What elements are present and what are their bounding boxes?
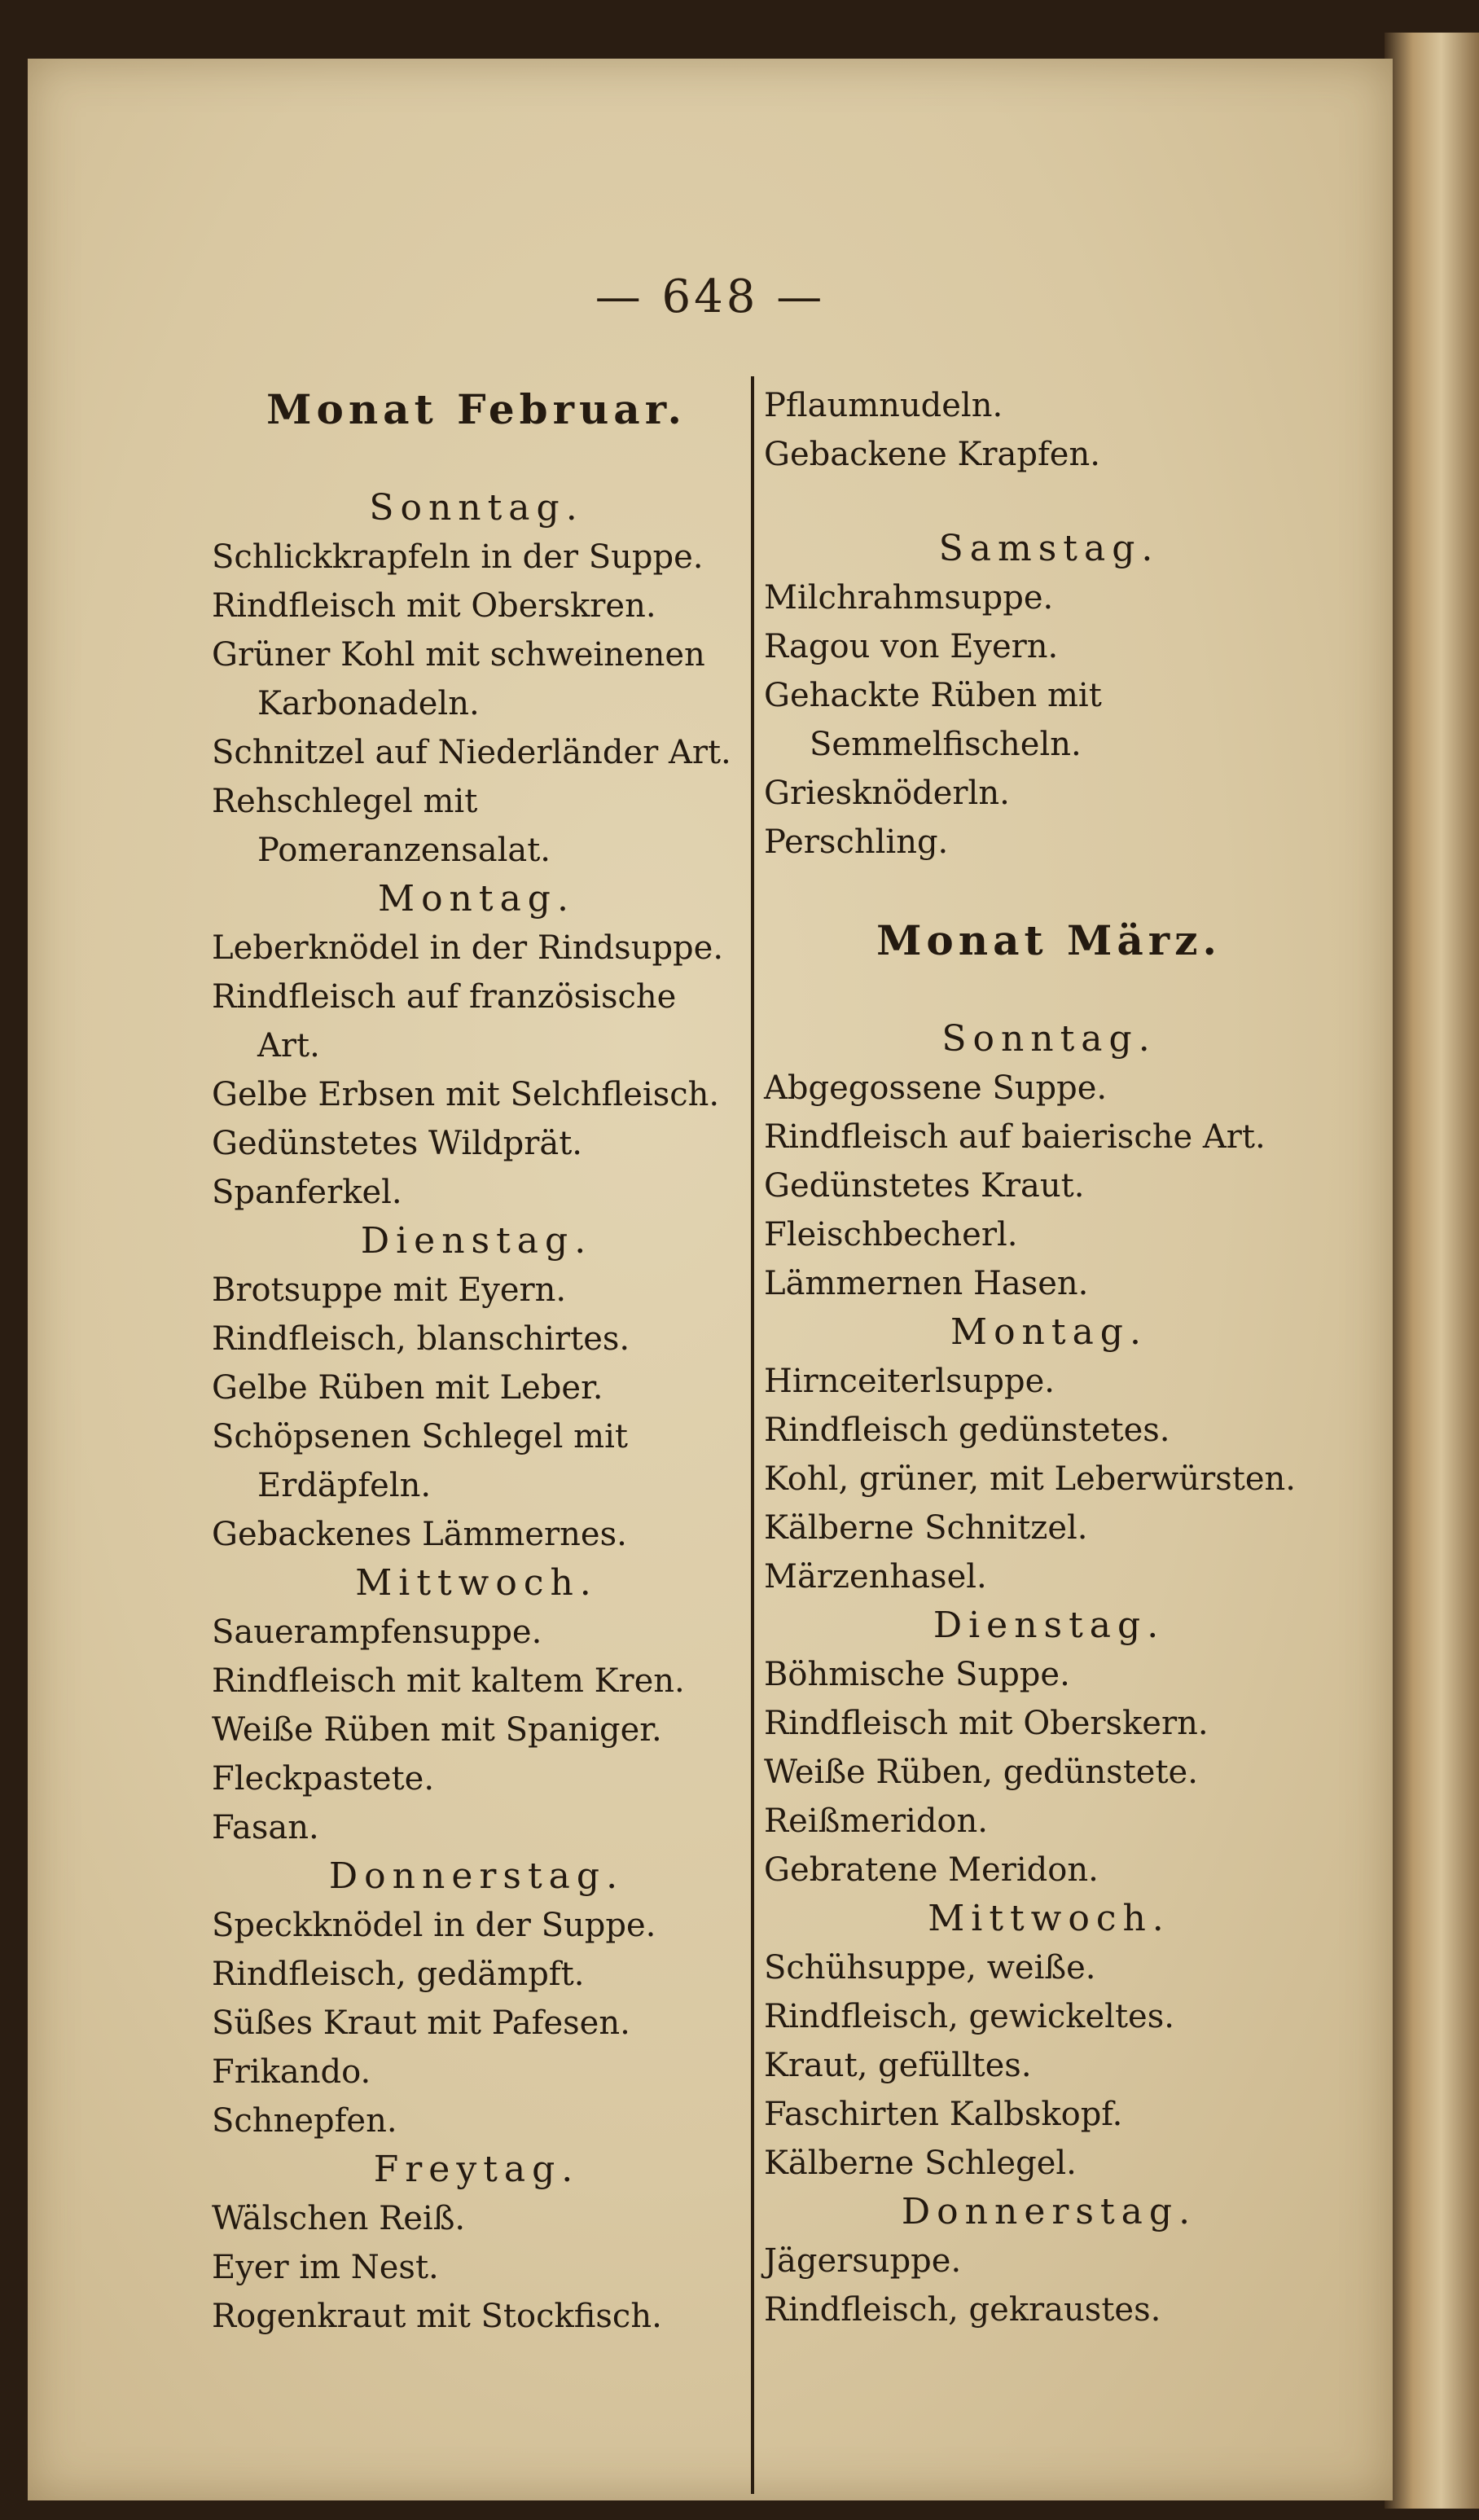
dish-item: Gebackene Krapfen. [764,436,1100,473]
dish-item: Lämmernen Hasen. [764,1265,1089,1302]
left-column [212,381,741,2341]
dish-item: Fasan. [212,1809,319,1846]
dish-item: Ragou von Eyern. [764,628,1059,665]
dish-item: Wälschen Reiß. [212,2200,466,2237]
dish-item: Gedünstetes Kraut. [764,1167,1085,1205]
day-heading: Donnerstag. [328,1855,625,1897]
dish-item: Gebackenes Lämmernes. [212,1516,627,1553]
day-heading: Sonntag. [941,1018,1156,1060]
dish-item: Rindfleisch, gedämpft. [212,1956,585,1993]
dish-item: Frikando. [212,2053,371,2091]
dish-item: Abgegossene Suppe. [764,1069,1108,1107]
dish-item: Gebratene Meridon. [764,1851,1099,1889]
right-column [764,381,1334,2334]
book-page [28,59,1393,2500]
day-heading: Donnerstag. [901,2191,1197,2232]
dish-item: Schlickkrapfeln in der Suppe. [212,538,704,576]
dish-item: Speckknödel in der Suppe. [212,1907,656,1944]
dish-item: Schnepfen. [212,2102,397,2140]
dish-item: Kälberne Schlegel. [764,2145,1077,2182]
dish-item: Sauerampfensuppe. [212,1613,542,1651]
day-heading: Montag. [950,1311,1148,1353]
spacer [764,867,1334,912]
month-title-march: Monat März. [876,916,1222,964]
dish-item: Gedünstetes Wildprät. [212,1125,582,1162]
day-heading: Freytag. [373,2149,580,2190]
dish-item: Schöpsenen Schlegel mit Erdäpfeln. [212,1418,628,1504]
dish-item: Kohl, grüner, mit Leberwürsten. [764,1460,1296,1498]
dish-item: Perschling. [764,823,949,861]
day-heading: Mittwoch. [928,1898,1170,1939]
dish-item: Fleischbecherl. [764,1216,1018,1253]
dish-item: Rindfleisch mit kaltem Kren. [212,1662,685,1700]
dish-item: Gelbe Erbsen mit Selchfleisch. [212,1076,720,1113]
dish-item: Rindfleisch gedünstetes. [764,1411,1170,1449]
column-rule [751,376,754,2494]
dish-item: Reißmeridon. [764,1802,988,1840]
dish-item: Rindfleisch mit Oberskern. [764,1705,1209,1742]
dish-item: Eyer im Nest. [212,2249,439,2286]
day-heading: Sonntag. [369,487,584,529]
dish-item: Rogenkraut mit Stockfisch. [212,2298,662,2335]
dish-item: Kraut, gefülltes. [764,2047,1032,2084]
dish-item: Grüner Kohl mit schweinenen Karbonadeln. [212,636,705,722]
day-heading: Samstag. [938,528,1160,569]
dish-item: Schnitzel auf Niederländer Art. [212,734,731,771]
day-heading: Dienstag. [360,1220,593,1262]
dish-item: Jägersuppe. [764,2242,962,2280]
dish-item: Rehschlegel mit Pomeranzensalat. [212,783,551,869]
dish-item: Brotsuppe mit Eyern. [212,1271,567,1309]
dish-item: Rindfleisch auf französische Art. [212,978,677,1065]
dish-item: Süßes Kraut mit Pafesen. [212,2004,630,2042]
dish-item: Spanferkel. [212,1174,402,1211]
dish-item: Gehackte Rüben mit Semmelfischeln. [764,677,1102,763]
day-heading: Montag. [378,878,575,920]
month-title-february: Monat Februar. [266,385,687,433]
dish-item: Griesknöderln. [764,775,1010,812]
dish-item: Schühsuppe, weiße. [764,1949,1096,1987]
dish-item: Rindfleisch, blanschirtes. [212,1320,630,1358]
dish-item: Böhmische Suppe. [764,1656,1070,1693]
dish-item: Weiße Rüben mit Spaniger. [212,1711,662,1749]
spacer [764,479,1334,525]
day-heading: Dienstag. [933,1605,1165,1646]
dish-item: Weiße Rüben, gedünstete. [764,1754,1198,1791]
dish-item: Märzenhasel. [764,1558,987,1596]
dish-item: Milchrahmsuppe. [764,579,1054,617]
dish-item: Gelbe Rüben mit Leber. [212,1369,603,1407]
dish-item: Rindfleisch auf baierische Art. [764,1118,1266,1156]
day-heading: Mittwoch. [355,1562,598,1604]
dish-item: Hirnceiterlsuppe. [764,1363,1055,1400]
dish-item: Leberknödel in der Rindsuppe. [212,929,724,967]
dish-item: Faschirten Kalbskopf. [764,2096,1123,2133]
dish-item: Pflaumnudeln. [764,387,1003,424]
dish-item: Kälberne Schnitzel. [764,1509,1088,1547]
page-number: — 648 — [595,270,826,323]
dish-item: Fleckpastete. [212,1760,435,1798]
dish-item: Rindfleisch mit Oberskren. [212,587,656,625]
dish-item: Rindfleisch, gewickeltes. [764,1998,1174,2035]
dish-item: Rindfleisch, gekraustes. [764,2291,1161,2329]
book-edge [1385,33,1479,2509]
